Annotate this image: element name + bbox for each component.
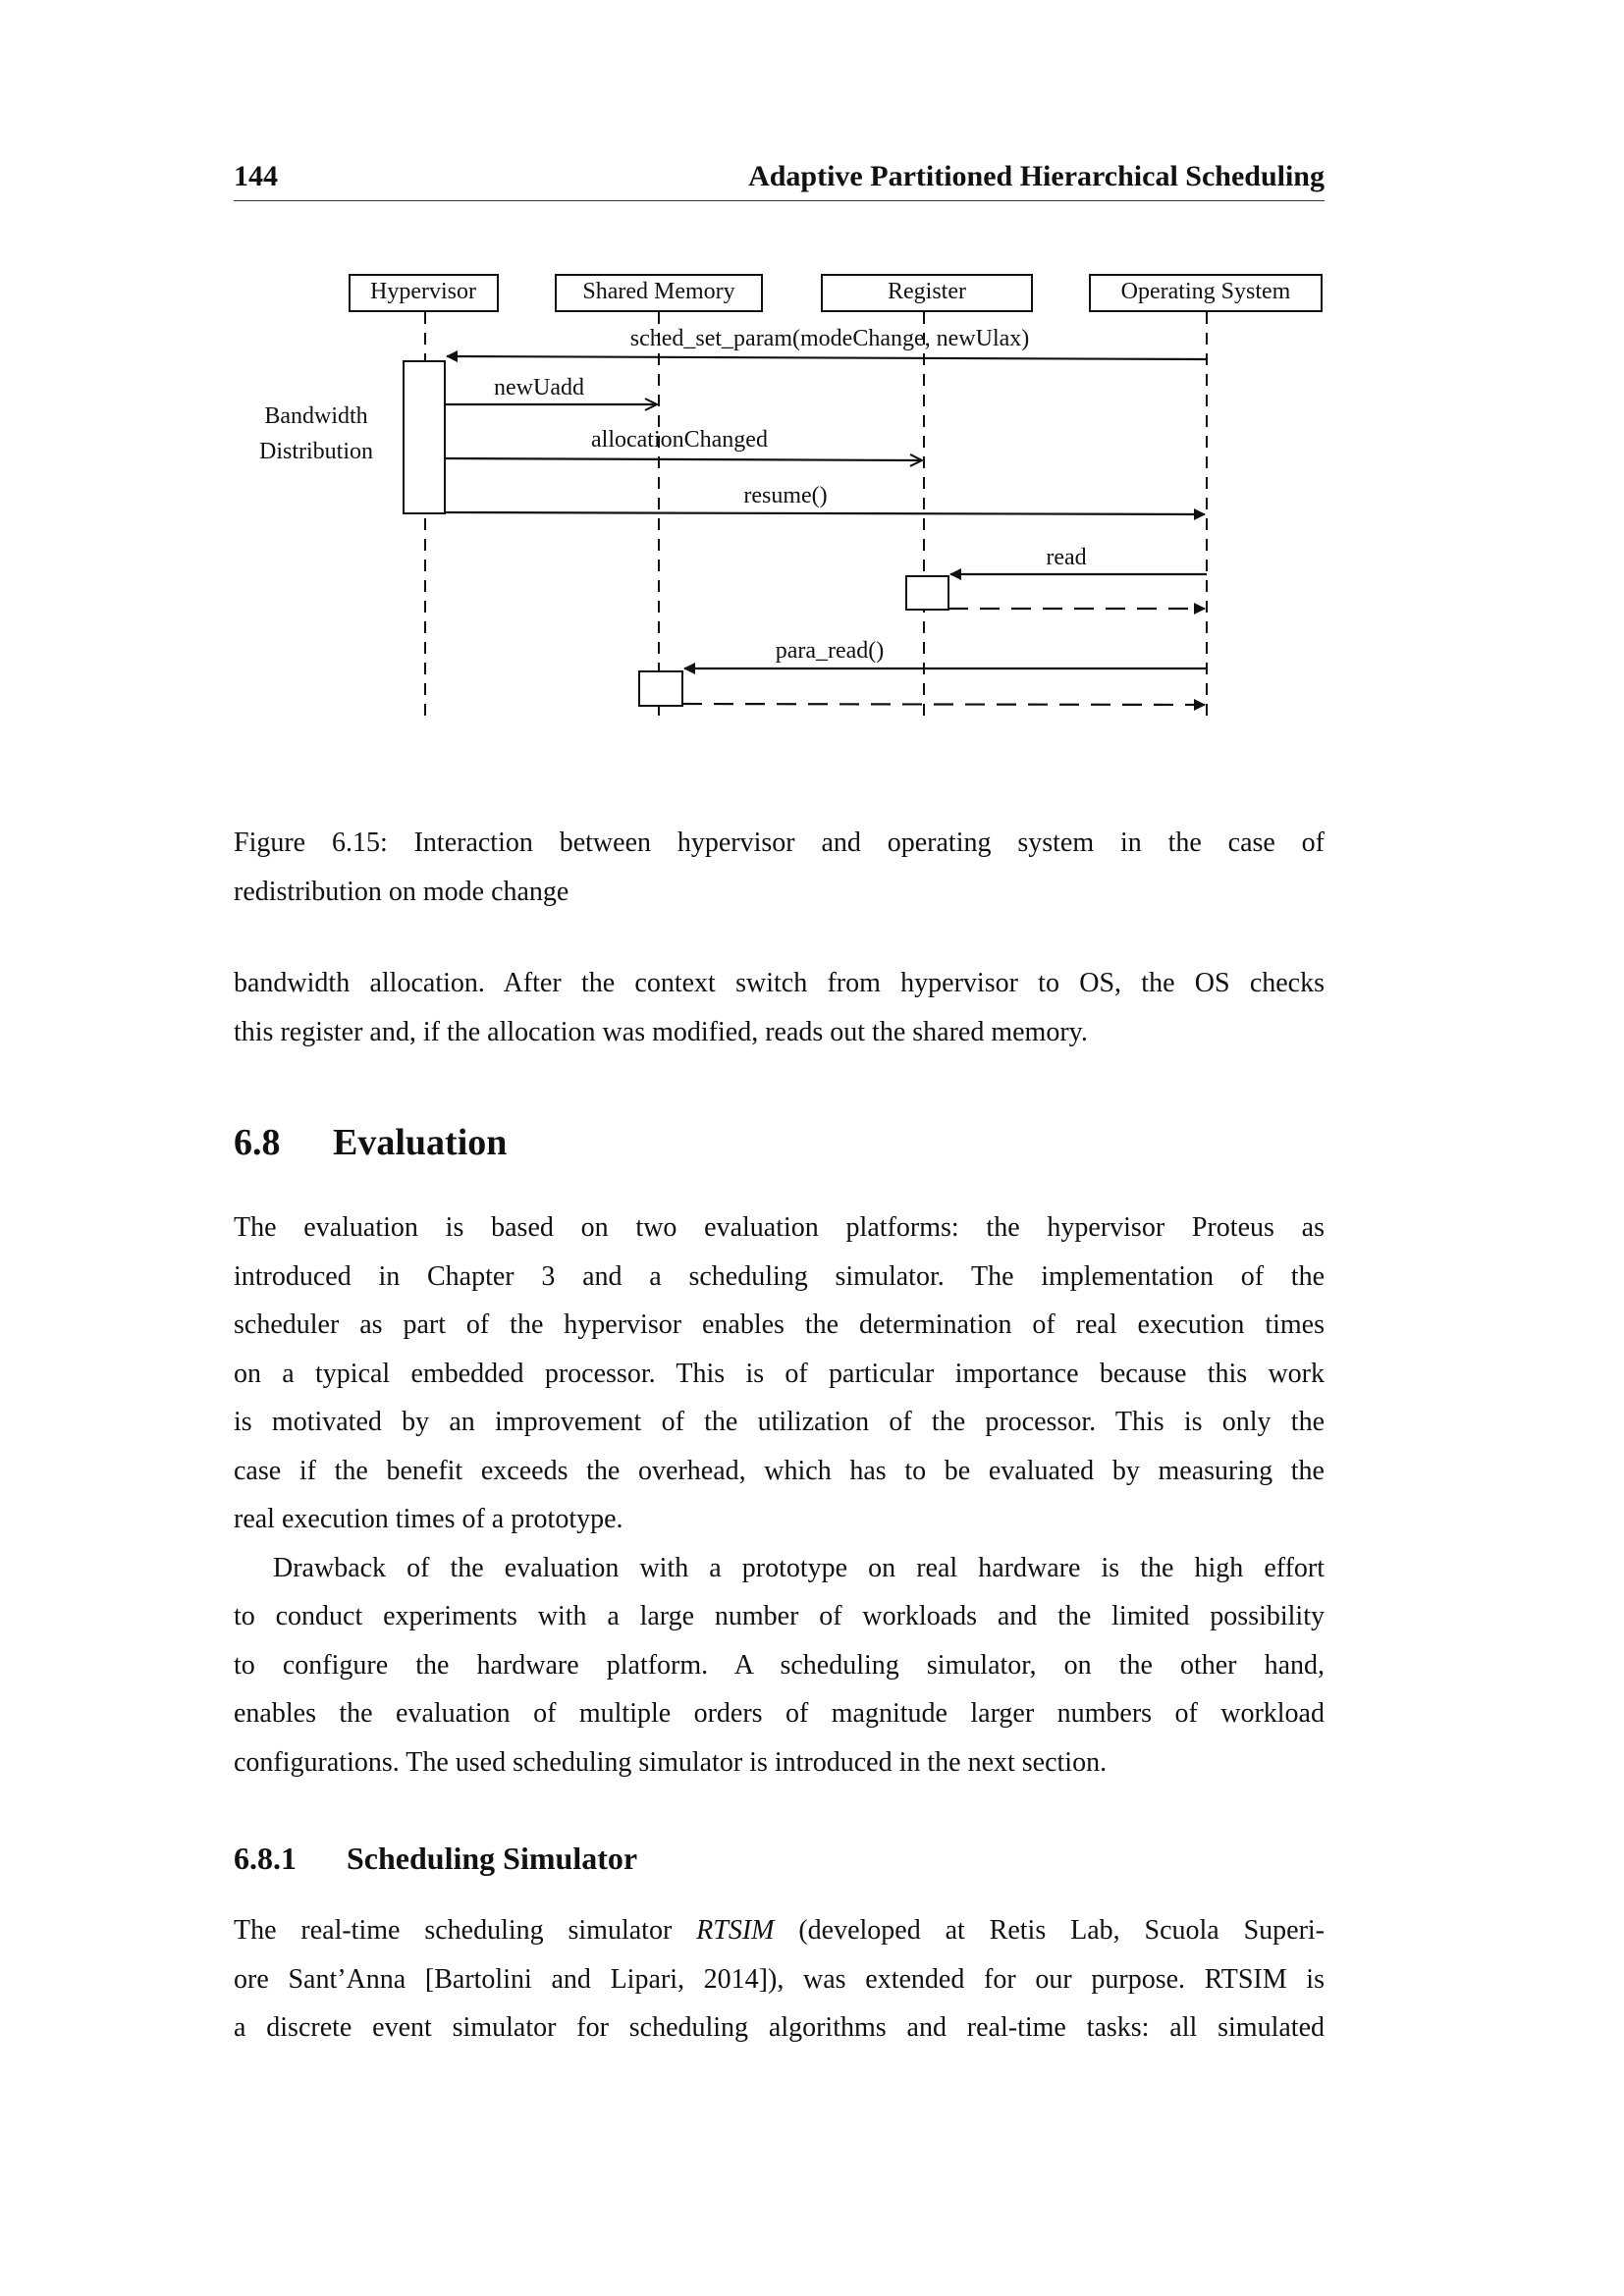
paragraph (234, 959, 1325, 1056)
msg-allocationchanged-arrow (445, 458, 922, 460)
section-heading (234, 1121, 1325, 1164)
section-title: Evaluation (333, 1122, 508, 1163)
simulator-text (234, 1906, 1325, 2053)
lifeline-label: Shared Memory (582, 279, 735, 304)
text-span: (developed at Retis Lab, Scuola Superi- (774, 1915, 1325, 1946)
text-line: case if the benefit exceeds the overhead, which has to be evaluated by measuring the (234, 1455, 1325, 1486)
text-line: a discrete event simulator for scheduling algorithms and real-time tasks: all simulated (234, 2012, 1325, 2043)
text-line: to conduct experiments with a large number of workloads and the limited possibility (234, 1601, 1325, 1631)
msg-label: resume() (743, 483, 828, 508)
lifeline-label: Hypervisor (370, 279, 476, 304)
text-line: The evaluation is based on two evaluation platforms: the hypervisor Proteus as (234, 1212, 1325, 1243)
msg-label: para_read() (775, 638, 885, 664)
text-line: is motivated by an improvement of the utilization of the processor. This is only the (234, 1407, 1325, 1437)
msg-label: newUadd (494, 375, 584, 400)
text-line: on a typical embedded processor. This is of particular importance because this work (234, 1358, 1325, 1389)
msg-resume-arrow (445, 512, 1205, 514)
subsection-heading (234, 1841, 1325, 1877)
msg-label: allocationChanged (591, 427, 768, 453)
text-line: to configure the hardware platform. A scheduling simulator, on the other hand, (234, 1649, 1325, 1681)
text-line: enables the evaluation of multiple orders of magnitude larger numbers of workload (234, 1698, 1325, 1729)
text-line: Drawback of the evaluation with a prototype on real hardware is the high effort (273, 1552, 1325, 1583)
caption-line: Figure 6.15: Interaction between hypervisor and operating system in the case of (234, 828, 1325, 858)
text-line: this register and, if the allocation was modified, reads out the shared memory. (234, 1016, 1088, 1047)
msg-para-read-return (682, 704, 1205, 705)
subsection-title: Scheduling Simulator (347, 1841, 638, 1876)
sequence-diagram (0, 0, 1624, 746)
page-number: 144 (234, 160, 278, 192)
activation-register (906, 576, 948, 610)
section-number: 6.8 (234, 1122, 281, 1163)
text-line: ore Sant’Anna [Bartolini and Lipari, 2014]), was extended for our purpose. RTSIM is (234, 1963, 1325, 1995)
side-label: Bandwidth (264, 403, 368, 429)
msg-sched-arrow (447, 356, 1207, 359)
lifeline-label: Operating System (1120, 279, 1291, 304)
msg-label: sched_set_param(modeChange, newUlax) (629, 326, 1030, 351)
subsection-number: 6.8.1 (234, 1841, 297, 1876)
text-line (234, 1906, 1325, 1955)
text-line: scheduler as part of the hypervisor enables the determination of real execution times (234, 1309, 1325, 1340)
msg-label: read (1046, 545, 1087, 570)
text-span: The real-time scheduling simulator (234, 1915, 697, 1946)
activation-hypervisor (404, 361, 445, 513)
text-line: introduced in Chapter 3 and a scheduling simulator. The implementation of the (234, 1260, 1325, 1292)
text-line: real execution times of a prototype. (234, 1504, 623, 1534)
emphasis-rtsim: RTSIM (696, 1915, 775, 1946)
evaluation-text (234, 1203, 1325, 1787)
running-title: Adaptive Partitioned Hierarchical Scheduling (748, 160, 1325, 192)
text-line: bandwidth allocation. After the context switch from hypervisor to OS, the OS checks (234, 968, 1325, 998)
caption-line: redistribution on mode change (234, 876, 569, 907)
activation-shared-memory (639, 671, 682, 706)
text-line: configurations. The used scheduling simulator is introduced in the next section. (234, 1746, 1108, 1778)
side-label: Distribution (258, 439, 374, 464)
lifeline-label: Register (888, 279, 966, 304)
figure-caption (234, 819, 1325, 916)
